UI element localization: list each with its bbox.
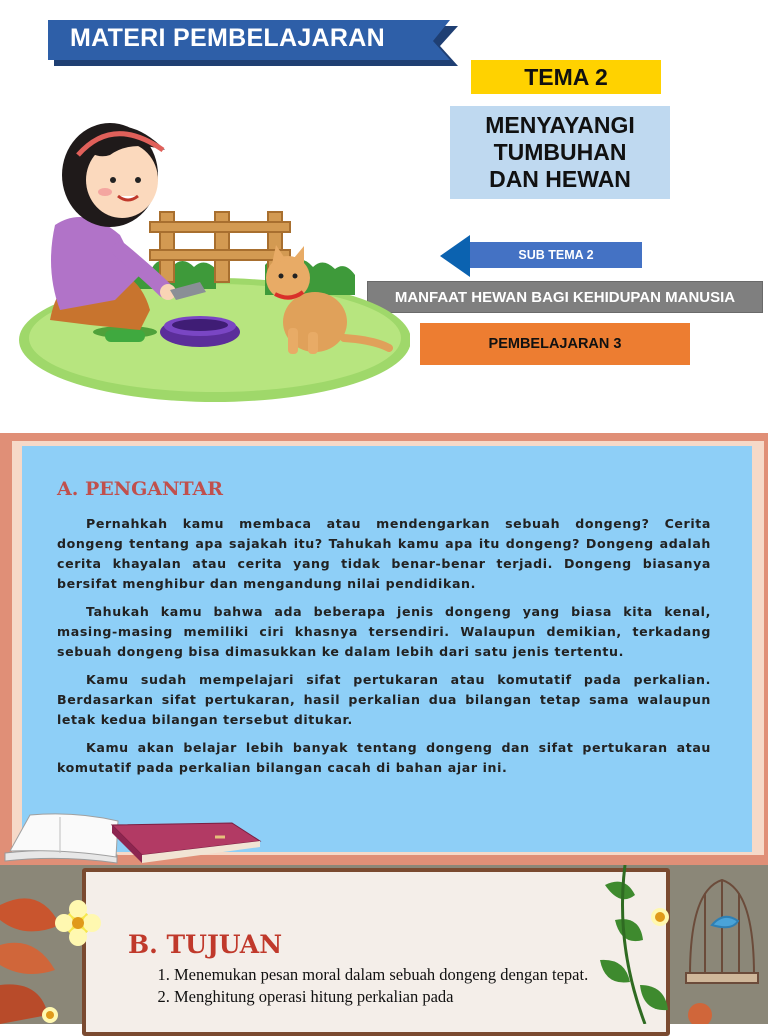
goal-item: 1. Menemukan pesan moral dalam sebuah dongeng dengan tepat.	[174, 964, 599, 986]
girl-cat-illustration	[10, 100, 410, 410]
books-icon	[0, 795, 280, 865]
ivy-icon	[600, 865, 668, 1024]
intro-paragraph: Pernahkah kamu membaca atau mendengarkan sebuah dongeng? Cerita dongeng tentang apa sajakah itu? Tahukah kamu apa itu dongeng? Dongeng adalah cerita khayalan atau cerita yang tidak benar-benar terjadi. Dongeng biasanya bersifat menghibur dan mengandung nilai pendidikan.	[57, 516, 711, 591]
goals-heading: B. TUJUAN	[128, 930, 283, 959]
theme-title-line: TUMBUHAN	[493, 139, 627, 165]
subtema-label: SUB TEMA 2	[518, 248, 594, 262]
leaves-left-icon	[0, 898, 60, 1024]
theme-title-line: MENYAYANGI	[485, 112, 635, 138]
flower-icon	[55, 900, 101, 946]
flower-icon	[688, 1003, 712, 1024]
tema-label: TEMA 2	[471, 60, 661, 94]
theme-title	[450, 106, 670, 199]
pembelajaran-label: PEMBELAJARAN 3	[420, 323, 690, 365]
goal-item: 2. Menghitung operasi hitung perkalian pada	[174, 986, 599, 1008]
theme-title-line: DAN HEWAN	[489, 166, 631, 192]
birdcage-icon	[686, 880, 758, 983]
goals-list	[150, 964, 599, 1008]
banner-title: MATERI PEMBELAJARAN	[70, 24, 385, 52]
intro-text	[57, 514, 711, 786]
subtema-title: MANFAAT HEWAN BAGI KEHIDUPAN MANUSIA	[367, 281, 763, 313]
intro-paragraph: Kamu sudah mempelajari sifat pertukaran atau komutatif pada perkalian. Berdasarkan sifat pertukaran, hasil perkalian dua bilangan tetap sama walaupun letak kedua bilangan tersebut ditukar.	[57, 672, 711, 727]
intro-heading: A. PENGANTAR	[57, 478, 224, 500]
flower-icon	[42, 1007, 58, 1023]
intro-paragraph: Kamu akan belajar lebih banyak tentang dongeng dan sifat pertukaran atau komutatif pada perkalian bilangan cacah di bahan ajar ini.	[57, 740, 711, 775]
flower-icon	[651, 908, 669, 926]
intro-paragraph: Tahukah kamu bahwa ada beberapa jenis dongeng yang biasa kita kenal, masing-masing memiliki ciri khasnya tersendiri. Walaupun demikian, terkadang sebuah dongeng bisa dimasukkan ke dalam lebih dari satu jenis tertentu.	[57, 604, 711, 659]
